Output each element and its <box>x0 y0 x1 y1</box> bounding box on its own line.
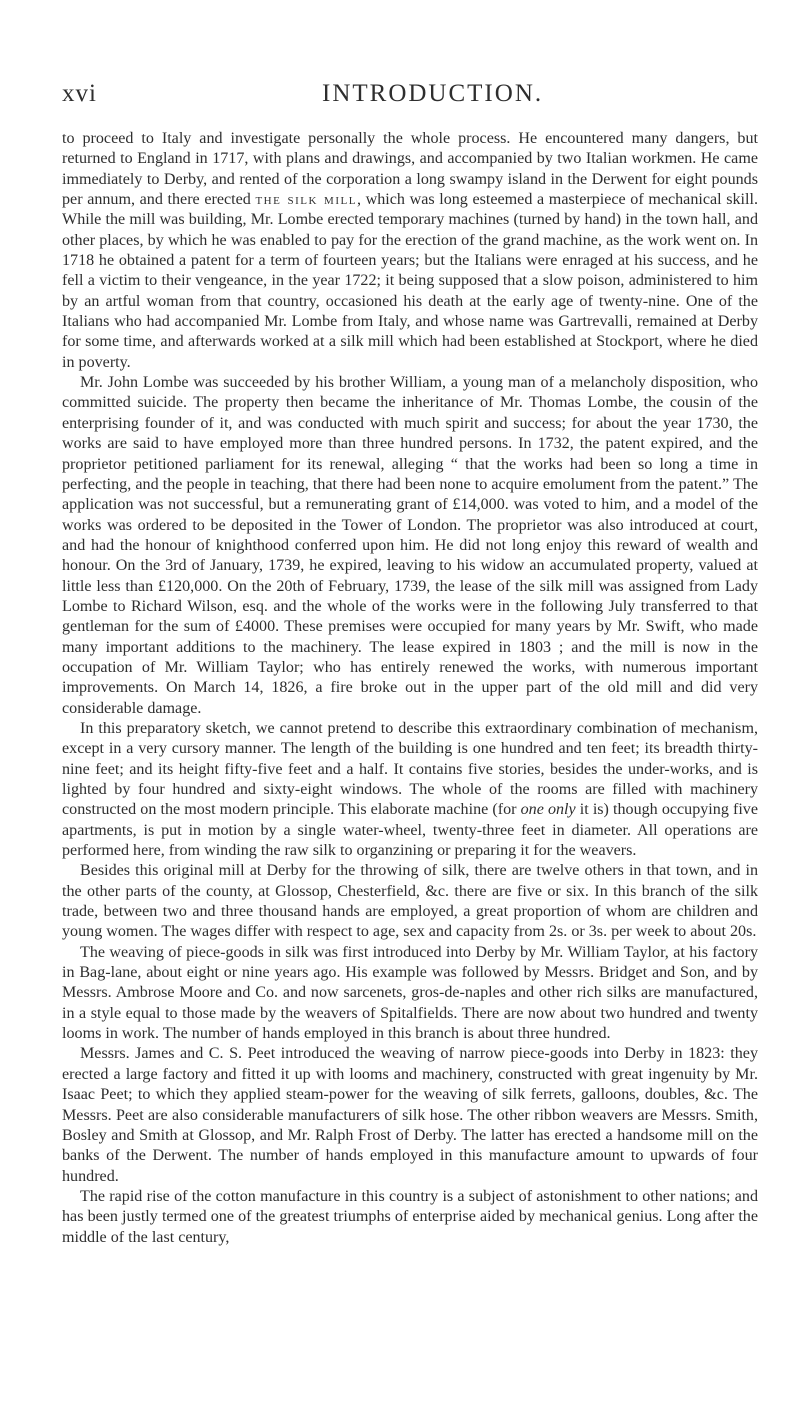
paragraph-mill-description <box>62 719 758 861</box>
text-run: it is) though occupying five apartments, is put in motion by a single water-wheel, twenty-three feet in diameter. All operations are performed here, from winding the raw silk to organzining or preparing it for the weavers. <box>62 801 759 860</box>
page-number: xvi <box>62 80 97 107</box>
text-run: In this preparatory sketch, we cannot pretend to describe this extraordinary combination of mechanism, except in a very cursory manner. The length of the building is one hundred and ten feet; its breadth thirty-nine feet; and its height fifty-five feet and a half. It contains five stories, besides the under-works, and is lighted by four hundred and sixty-eight windows. The whole of the rooms are filled with machinery constructed on the most modern principle. This elaborate machine (for <box>62 719 758 819</box>
paragraph-other-mills: Besides this original mill at Derby for the throwing of silk, there are twelve others in that town, and in the other parts of the county, at Glossop, Chesterfield, &c. there are five or six. In this branch of the silk trade, between two and three thousand hands are employed, a great proportion of whom are children and young women. The wages differ with respect to age, sex and capacity from 2s. or 3s. per week to about 20s. <box>62 862 758 941</box>
running-title: INTRODUCTION. <box>322 80 544 107</box>
running-head <box>62 80 758 114</box>
paragraph-cotton: The rapid rise of the cotton manufacture in this country is a subject of astonishment to other nations; and has been justly termed one of the greatest triumphs of enterprise aided by mechanical genius. Long after the middle of the last century, <box>62 1187 758 1246</box>
body-text <box>62 129 758 1248</box>
paragraph-lombe-succession: Mr. John Lombe was succeeded by his brother William, a young man of a melancholy disposition, who committed suicide. The property then became the inheritance of Mr. Thomas Lombe, the cousin of the enterprising founder of it, and was conducted with much spirit and success; for about the year 1730, the works are said to have employed more than three hundred persons. In 1732, the patent expired, and the proprietor petitioned parliament for its renewal, alleging “ that the works had been so long a time in perfecting, and the people in teaching, that there had been none to acquire emolument from the patent.” The application was not successful, but a remunerating grant of £14,000. was voted to him, and a model of the works was ordered to be deposited in the Tower of London. The proprietor was also introduced at court, and had the honour of knighthood conferred upon him. He did not long enjoy this reward of wealth and honour. On the 3rd of January, 1739, he expired, leaving to his widow an accumulated property, valued at little less than £120,000. On the 20th of February, 1739, the lease of the silk mill was assigned from Lady Lombe to Richard Wilson, esq. and the whole of the works were in the following July transferred to that gentleman for the sum of £4000. These premises were occupied for many years by Mr. Swift, who made many important additions to the machinery. The lease expired in 1803 ; and the mill is now in the occupation of Mr. William Taylor; who has entirely renewed the works, with numerous important improvements. On March 14, 1826, a fire broke out in the upper part of the old mill and did very considerable damage. <box>62 374 758 717</box>
italic-text: one only <box>520 801 576 819</box>
paragraph-narrow-goods: Messrs. James and C. S. Peet introduced the weaving of narrow piece-goods into Derby in 1823: they erected a large factory and fitted it up with looms and machinery, constructed with great ingenuity by Mr. Isaac Peet; to which they applied steam-power for the weaving of silk ferrets, galloons, doubles, &c. The Messrs. Peet are also considerable manufacturers of silk hose. The other ribbon weavers are Messrs. Smith, Bosley and Smith at Glossop, and Mr. Ralph Frost of Derby. The latter has erected a handsome mill on the banks of the Derwent. The number of hands employed in this manufacture amount to upwards of four hundred. <box>62 1045 758 1185</box>
text-run: , which was long esteemed a masterpiece of mechanical skill. While the mill was building, Mr. Lombe erected temporary machines (turned by hand) in the town hall, and other places, by which he was enabled to pay for the erection of the grand machine, as the work went on. In 1718 he obtained a patent for a term of fourteen years; but the Italians were enraged at his success, and he fell a victim to their vengeance, in the year 1722; it being supposed that a slow poison, administered to him by an artful woman from that country, occasioned his death at the early age of twenty-nine. One of the Italians who had accompanied Mr. Lombe from Italy, and whose name was Gartrevalli, remained at Derby for some time, and afterwards worked at a silk mill which had been established at Stockport, where he died in poverty. <box>62 191 758 371</box>
paragraph-piece-goods: The weaving of piece-goods in silk was first introduced into Derby by Mr. William Taylor, at his factory in Bag-lane, about eight or nine years ago. His example was followed by Messrs. Bridget and Son, and by Messrs. Ambrose Moore and Co. and now sarcenets, gros-de-naples and other rich silks are manufactured, in a style equal to those made by the weavers of Spitalfields. There are now about two hundred and twenty looms in work. The number of hands employed in this branch is about three hundred. <box>62 943 758 1043</box>
text-run: to proceed to Italy and investigate personally the whole process. He encountered many dangers, but returned to England in 1717, with plans and drawings, and accompanied by two Italian workmen. He came immediately to Derby, and rented of the corporation a long swampy island in the Derwent for eight pounds per annum, and there erected <box>62 130 758 209</box>
paragraph-silk-mill-origin <box>62 129 758 373</box>
small-caps-text: the silk mill <box>255 191 357 209</box>
